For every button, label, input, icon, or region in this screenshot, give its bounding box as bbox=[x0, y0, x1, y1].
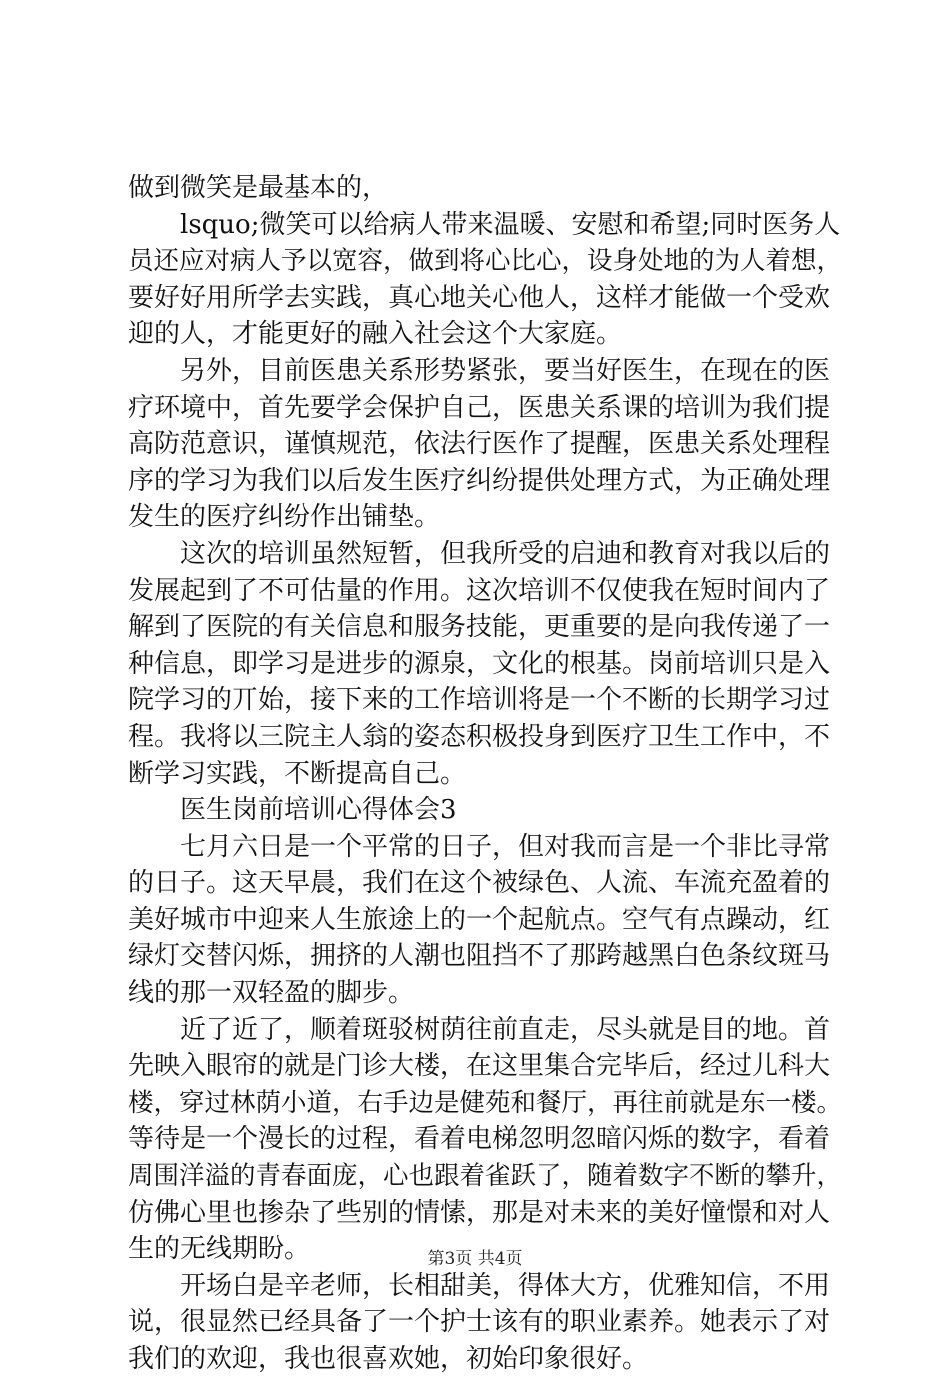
text-line: 序的学习为我们以后发生医疗纠纷提供处理方式，为正确处理 bbox=[128, 465, 831, 496]
text-line: 解到了医院的有关信息和服务技能，更重要的是向我传递了一 bbox=[128, 612, 831, 643]
text-line: 医生岗前培训心得体会3 bbox=[180, 795, 457, 826]
text-line: 做到微笑是最基本的， bbox=[128, 173, 389, 203]
text-line: 程。我将以三院主人翁的姿态积极投身到医疗卫生工作中，不 bbox=[128, 721, 831, 752]
text-line: 开场白是辛老师，长相甜美，得体大方，优雅知信，不用 bbox=[180, 1270, 831, 1301]
text-line: 这次的培训虽然短暂，但我所受的启迪和教育对我以后的 bbox=[180, 538, 831, 569]
text-line: 我们的欢迎，我也很喜欢她，初始印象很好。 bbox=[128, 1344, 649, 1374]
text-line: 疗环境中，首先要学会保护自己，医患关系课的培训为我们提 bbox=[128, 392, 831, 423]
text-line: 仿佛心里也掺杂了些别的情愫，那是对未来的美好憧憬和对人 bbox=[128, 1197, 831, 1228]
text-line: 近了近了，顺着斑驳树荫往前直走，尽头就是目的地。首 bbox=[180, 1014, 831, 1045]
text-line: 美好城市中迎来人生旅途上的一个起航点。空气有点躁动，红 bbox=[128, 904, 831, 935]
text-line: 迎的人，才能更好的融入社会这个大家庭。 bbox=[128, 319, 623, 350]
document-body bbox=[128, 170, 848, 1378]
text-line: 高防范意识，谨慎规范，依法行医作了提醒，医患关系处理程 bbox=[128, 429, 831, 460]
text-line: 员还应对病人予以宽容，做到将心比心，设身处地的为人着想， bbox=[128, 246, 843, 277]
text-line: 另外，目前医患关系形势紧张，要当好医生，在现在的医 bbox=[180, 355, 831, 386]
text-line: 断学习实践，不断提高自己。 bbox=[128, 758, 467, 789]
text-line: 院学习的丌始，接下来的工作培训将是一个不断的长期学习过 bbox=[128, 685, 831, 716]
text-line: 绿灯交替闪烁，拥挤的人潮也阻挡不了那跨越黑白色条纹斑马 bbox=[128, 941, 831, 972]
text-line: 要好好用所学去实践，真心地关心他人，这样才能做一个受欢 bbox=[128, 282, 831, 313]
text-line: 的日子。这天早晨，我们在这个被绿色、人流、车流充盈着的 bbox=[128, 868, 831, 899]
text-line: 生的无线期盼。 bbox=[128, 1234, 311, 1265]
text-line: 说，很显然已经具备了一个护士该有的职业素养。她表示了对 bbox=[128, 1307, 831, 1338]
text-line: 发展起到了不可估量的作用。这次培训不仅使我在短时间内了 bbox=[128, 575, 831, 606]
text-line: 发生的医疗纠纷作出铺垫。 bbox=[128, 502, 441, 533]
text-line: lsquo;微笑可以给病人带来温暖、安慰和希望;同时医务人 bbox=[180, 209, 841, 240]
text-line: 等待是一个漫长的过程，看着电梯忽明忽暗闪烁的数字，看着 bbox=[128, 1124, 831, 1155]
page-number-footer: 第3页 共4页 bbox=[427, 1249, 523, 1269]
text-line: 线的那一双轻盈的脚步。 bbox=[128, 978, 415, 1009]
text-line: 楼，穿过林荫小道，右手边是健苑和餐厅，再往前就是东一楼。 bbox=[128, 1087, 843, 1118]
text-line: 先映入眼帘的就是门诊大楼，在这里集合完毕后，经过儿科大 bbox=[128, 1051, 831, 1082]
text-line: 七月六日是一个平常的日子，但对我而言是一个非比寻常 bbox=[180, 831, 831, 862]
text-line: 周围洋溢的青春面庞，心也跟着雀跃了，随着数字不断的攀升， bbox=[128, 1161, 843, 1192]
text-line: 种信息，即学习是进步的源泉，文化的根基。岗前培训只是入 bbox=[128, 648, 831, 679]
